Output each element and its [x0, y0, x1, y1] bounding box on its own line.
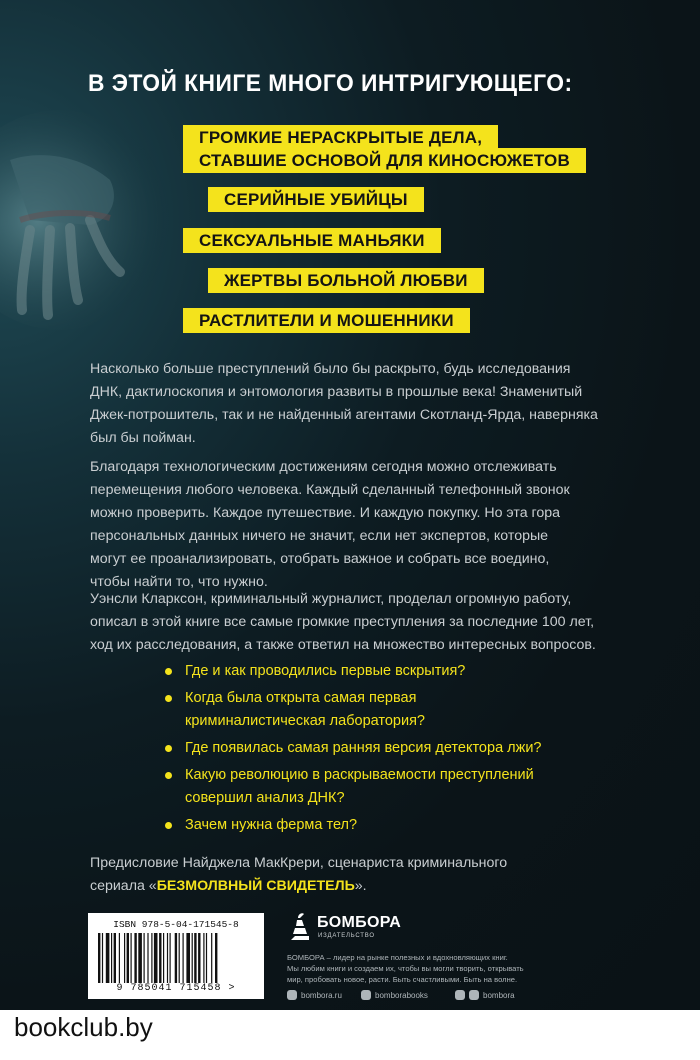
tag-sexual-maniacs: СЕКСУАЛЬНЫЕ МАНЬЯКИ — [183, 228, 441, 253]
paragraph-dna — [90, 358, 630, 450]
tag-serial-killers: СЕРИЙНЫЕ УБИЙЦЫ — [208, 187, 424, 212]
hand-illustration — [0, 100, 180, 330]
paragraph-line: перемещения любого человека. Каждый сделанный телефонный звонок — [90, 482, 570, 498]
paragraph-line: ход их расследования, а также ответил на множество интересных вопросов. — [90, 637, 596, 653]
paragraph-line: Джек-потрошитель, так и не найденный агентами Скотланд-Ярда, наверняка — [90, 407, 598, 423]
paragraph-line: ДНК, дактилоскопия и энтомология развиты в прошлые века! Знаменитый — [90, 384, 583, 400]
bullet-icon — [165, 745, 172, 752]
question-item: Где и как проводились первые вскрытия? — [165, 660, 625, 683]
publisher-name: БОМБОРА — [317, 914, 402, 931]
paragraph-line: могут ее проанализировать, отобрать важное и собрать все воедино, — [90, 551, 550, 567]
publisher-subtitle: ИЗДАТЕЛЬСТВО — [318, 933, 375, 939]
telegram-icon — [455, 990, 465, 1000]
question-item: Зачем нужна ферма тел? — [165, 814, 625, 837]
tag-unsolved-cases-line2: СТАВШИЕ ОСНОВОЙ ДЛЯ КИНОСЮЖЕТОВ — [183, 148, 586, 173]
paragraph-line: был бы пойман. — [90, 430, 196, 446]
question-list — [165, 660, 625, 841]
globe-icon — [287, 990, 297, 1000]
paragraph-author — [90, 588, 630, 657]
paragraph-line: Благодаря технологическим достижениям сегодня можно отслеживать — [90, 459, 557, 475]
preface-line1: Предисловие Найджела МакКрери, сценариста криминального — [90, 855, 508, 871]
publisher-logo — [287, 910, 407, 950]
barcode-bars — [98, 933, 254, 983]
preface-line2: сериала «БЕЗМОЛВНЫЙ СВИДЕТЕЛЬ». — [90, 878, 367, 894]
source-watermark: bookclub.by — [14, 1012, 153, 1042]
tag-victims-of-love: ЖЕРТВЫ БОЛЬНОЙ ЛЮБВИ — [208, 268, 484, 293]
paragraph-line: Уэнсли Кларксон, криминальный журналист, проделал огромную работу, — [90, 591, 572, 607]
youtube-icon — [469, 990, 479, 1000]
paragraph-line: персональных данных ничего не значит, если нет экспертов, которые — [90, 528, 549, 544]
question-item: Где появилась самая ранняя версия детектора лжи? — [165, 737, 625, 760]
bullet-icon — [165, 695, 172, 702]
social-website[interactable]: bombora.ru — [287, 990, 342, 1000]
social-vk[interactable]: bomborabooks — [361, 990, 428, 1000]
social-messengers[interactable]: bombora — [455, 990, 515, 1000]
bullet-icon — [165, 668, 172, 675]
tag-unsolved-cases-line1: ГРОМКИЕ НЕРАСКРЫТЫЕ ДЕЛА, — [183, 125, 498, 150]
social-links — [287, 990, 637, 1004]
headline: В ЭТОЙ КНИГЕ МНОГО ИНТРИГУЮЩЕГО: — [88, 70, 573, 97]
barcode — [88, 913, 264, 999]
paragraph-line: описал в этой книге все самые громкие преступления за последние 100 лет, — [90, 614, 595, 630]
tag-molesters-and-fraudsters: РАСТЛИТЕЛИ И МОШЕННИКИ — [183, 308, 470, 333]
barcode-digits: 9 785041 715458 > — [116, 983, 236, 994]
paragraph-line: чтобы найти то, что нужно. — [90, 574, 268, 590]
series-title: БЕЗМОЛВНЫЙ СВИДЕТЕЛЬ — [156, 878, 355, 894]
preface-note — [90, 852, 630, 898]
bullet-icon — [165, 822, 172, 829]
publisher-blurb: БОМБОРА – лидер на рынке полезных и вдохновляющих книг. Мы любим книги и создаем их, чтобы вы могли творить, открывать мир, пробовать новое, расти. Быть счастливыми. Быть на волне. — [287, 953, 524, 984]
isbn-number: ISBN 978-5-04-171545-8 — [113, 919, 239, 930]
vk-icon — [361, 990, 371, 1000]
question-item: Какую революцию в раскрываемости преступлений совершил анализ ДНК? — [165, 764, 625, 810]
paragraph-line: можно проверить. Каждое путешествие. И каждую покупку. Но эта гора — [90, 505, 561, 521]
bullet-icon — [165, 772, 172, 779]
bombora-bird-icon — [287, 910, 313, 944]
paragraph-technology — [90, 456, 630, 594]
question-item: Когда была открыта самая первая криминалистическая лаборатория? — [165, 687, 625, 733]
paragraph-line: Насколько больше преступлений было бы раскрыто, будь исследования — [90, 361, 571, 377]
